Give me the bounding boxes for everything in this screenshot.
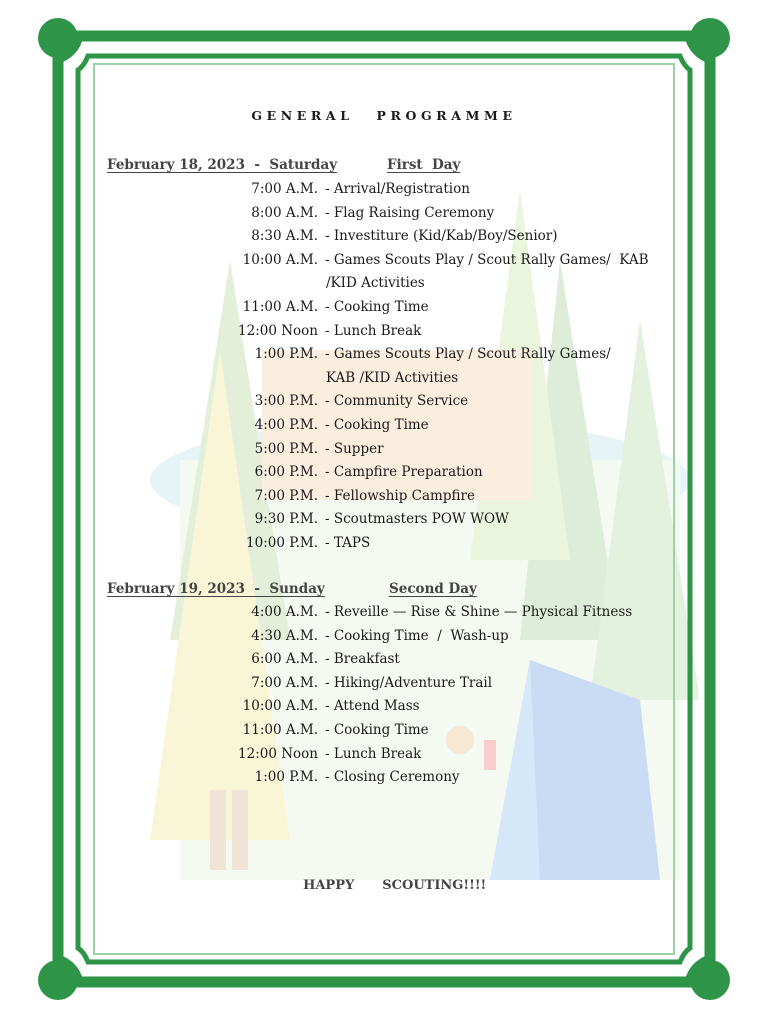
schedule-row: [0, 417, 768, 437]
schedule-row: [0, 675, 768, 695]
schedule-row: [0, 181, 768, 201]
schedule-row: [0, 323, 768, 343]
schedule-continuation: KAB /KID Activities: [326, 369, 459, 386]
schedule-row: [0, 746, 768, 766]
schedule-row: [0, 346, 768, 366]
schedule-row: [0, 299, 768, 319]
day-label: Second Day: [389, 581, 477, 597]
schedule-time: 7:00 A.M.: [251, 181, 318, 197]
page-title: GENERAL PROGRAMME: [251, 108, 517, 123]
schedule-row: [0, 535, 768, 555]
schedule-time: 5:00 P.M.: [254, 440, 318, 457]
schedule-time: 9:30 P.M.: [254, 511, 318, 528]
schedule-activity: - Lunch Break: [325, 322, 422, 339]
schedule-activity: - Supper: [325, 440, 384, 457]
schedule-row: [0, 698, 768, 718]
schedule-time: 8:00 A.M.: [251, 204, 318, 221]
day-heading: [107, 157, 507, 175]
schedule-activity: - Investiture (Kid/Kab/Boy/Senior): [325, 228, 558, 245]
schedule-continuation: /KID Activities: [326, 275, 425, 292]
schedule-time: 10:00 A.M.: [242, 251, 318, 268]
schedule-time: 4:30 A.M.: [251, 627, 318, 644]
day-heading: [107, 581, 507, 599]
schedule-row: [0, 205, 768, 225]
schedule-activity: - Cooking Time: [325, 417, 429, 433]
day-date: February 18, 2023 - Saturday: [107, 157, 338, 173]
schedule-activity: - Scoutmasters POW WOW: [325, 511, 509, 528]
schedule-row: [0, 252, 768, 272]
schedule-time: 8:30 A.M.: [251, 228, 318, 245]
schedule-row: [0, 441, 768, 461]
schedule-time: 12:00 Noon: [238, 322, 318, 339]
schedule-row: [0, 464, 768, 484]
schedule-time: 4:00 P.M.: [254, 417, 318, 433]
schedule-activity: - Cooking Time / Wash-up: [325, 627, 509, 644]
schedule-activity: - Games Scouts Play / Scout Rally Games/: [325, 346, 611, 363]
schedule-row: [0, 393, 768, 413]
schedule-activity: - Fellowship Campfire: [325, 487, 475, 504]
closing-word: HAPPY: [303, 878, 355, 893]
schedule-time: 6:00 A.M.: [251, 651, 318, 668]
closing-message: [294, 863, 486, 893]
schedule-time: 3:00 P.M.: [254, 393, 318, 410]
schedule-time: 7:00 P.M.: [254, 487, 318, 504]
schedule-row: [0, 628, 768, 648]
schedule-time: 11:00 A.M.: [242, 722, 318, 738]
schedule-activity: - Campfire Preparation: [325, 464, 483, 481]
schedule-row: [0, 228, 768, 248]
schedule-activity: - Cooking Time: [325, 722, 429, 738]
schedule-row: [0, 511, 768, 531]
schedule-row: [0, 722, 768, 742]
schedule-activity: - Hiking/Adventure Trail: [325, 674, 493, 691]
schedule-time: 1:00 P.M.: [254, 769, 318, 786]
schedule-time: 11:00 A.M.: [242, 299, 318, 315]
schedule-row: [0, 651, 768, 671]
schedule-time: 10:00 A.M.: [242, 698, 318, 715]
schedule-time: 10:00 P.M.: [246, 535, 318, 551]
schedule-time: 7:00 A.M.: [251, 674, 318, 691]
schedule-time: 1:00 P.M.: [254, 346, 318, 363]
schedule-activity: - Games Scouts Play / Scout Rally Games/ KAB: [325, 251, 649, 268]
schedule-row: [0, 769, 768, 789]
schedule-activity: - Arrival/Registration: [325, 181, 470, 197]
schedule-activity: - TAPS: [325, 535, 371, 551]
schedule-time: 12:00 Noon: [238, 745, 318, 762]
day-label: First Day: [387, 157, 461, 173]
schedule-activity: - Community Service: [325, 393, 469, 410]
schedule-activity: - Reveille — Rise & Shine — Physical Fitness: [325, 604, 633, 620]
day-date: February 19, 2023 - Sunday: [107, 581, 325, 597]
schedule-activity: - Closing Ceremony: [325, 769, 460, 786]
schedule-time: 6:00 P.M.: [254, 464, 318, 481]
schedule-time: 4:00 A.M.: [251, 604, 318, 620]
schedule-row: [0, 488, 768, 508]
schedule-activity: - Lunch Break: [325, 745, 422, 762]
schedule-activity: - Attend Mass: [325, 698, 420, 715]
schedule-row: [0, 604, 768, 624]
schedule-activity: - Cooking Time: [325, 299, 429, 315]
schedule-activity: - Flag Raising Ceremony: [325, 204, 495, 221]
closing-word: SCOUTING!!!!: [382, 878, 487, 893]
schedule-activity: - Breakfast: [325, 651, 400, 668]
